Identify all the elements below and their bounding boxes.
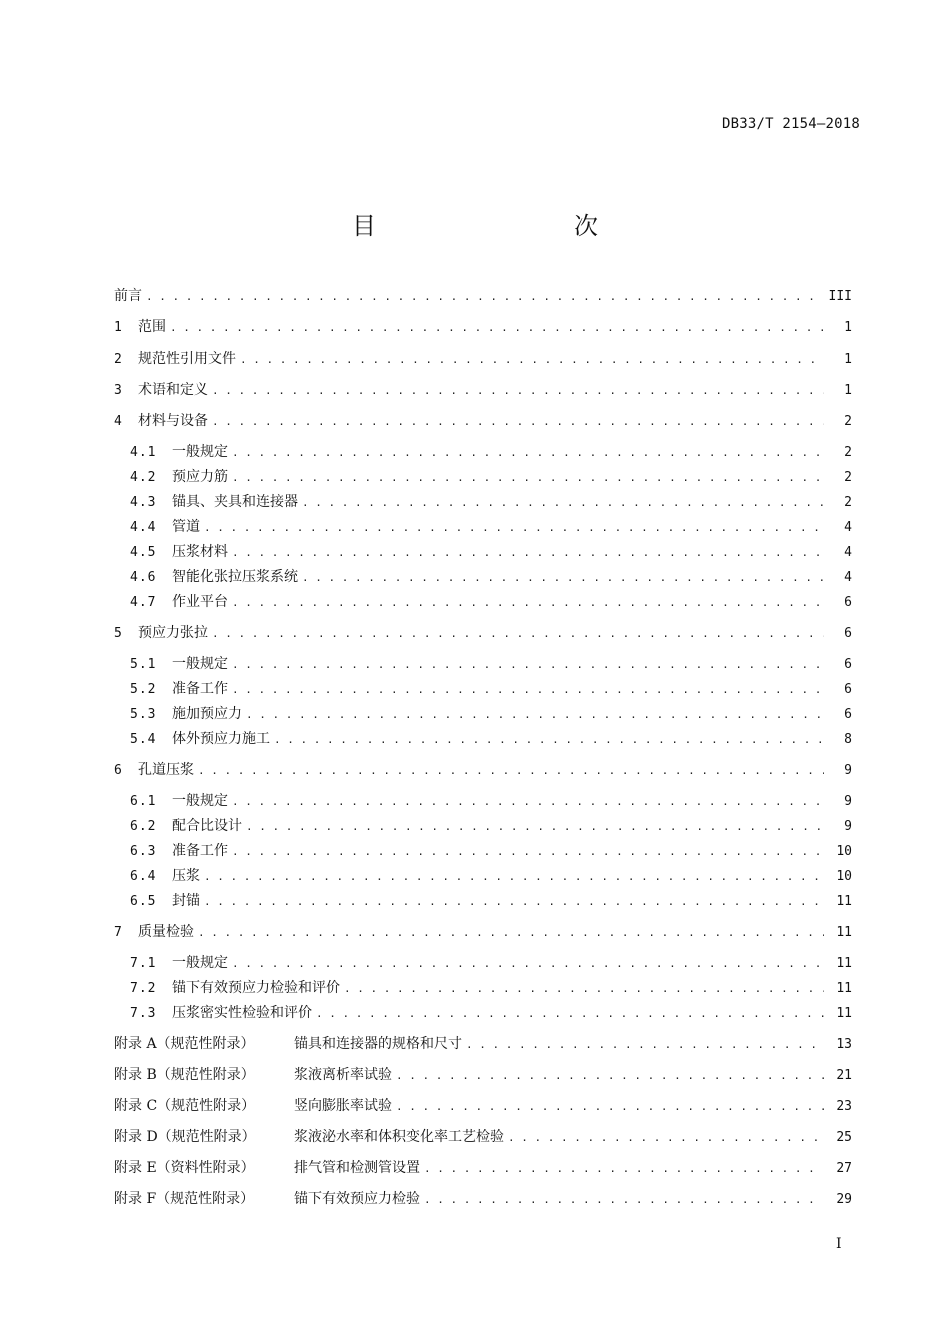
toc-entry-page: 4 <box>844 570 852 585</box>
toc-entry-number: 1 <box>114 320 123 335</box>
toc-entry-label: 准备工作 <box>172 843 228 859</box>
toc-entry[interactable] <box>114 317 852 338</box>
toc-entry-number: 6.1 <box>130 794 157 809</box>
toc-entry[interactable] <box>114 1096 852 1117</box>
dot-leader <box>198 923 824 943</box>
toc-entry[interactable] <box>114 654 852 675</box>
toc-entry-label: 锚具、夹具和连接器 <box>172 494 298 510</box>
dot-leader <box>424 1159 824 1179</box>
toc-entry-label: 竖向膨胀率试验 <box>294 1098 392 1114</box>
toc-entry-number: 6 <box>114 763 123 778</box>
toc-entry-page: 6 <box>844 626 852 641</box>
toc-entry-label: 规范性引用文件 <box>138 351 236 367</box>
dot-leader <box>246 817 824 837</box>
dot-leader <box>302 493 824 513</box>
toc-entry[interactable] <box>114 922 852 943</box>
toc-entry-number: 3 <box>114 383 123 398</box>
toc-entry-number: 7 <box>114 925 123 940</box>
toc-entry[interactable] <box>114 760 852 781</box>
toc-entry-page: 2 <box>844 470 852 485</box>
toc-entry-page: 23 <box>836 1099 852 1114</box>
toc-entry-page: 9 <box>844 819 852 834</box>
toc-entry[interactable] <box>114 729 852 750</box>
toc-entry-label: 术语和定义 <box>138 382 208 398</box>
toc-entry-label: 作业平台 <box>172 594 228 610</box>
toc-entry-label: 体外预应力施工 <box>172 731 270 747</box>
toc-entry-label: 孔道压浆 <box>138 762 194 778</box>
toc-entry-number: 4.6 <box>130 570 157 585</box>
toc-entry-label: 预应力筋 <box>172 469 228 485</box>
toc-entry-page: 11 <box>836 894 852 909</box>
toc-entry[interactable] <box>114 542 852 563</box>
toc-entry-number: 附录 F（规范性附录） <box>114 1191 255 1207</box>
toc-entry-page: 9 <box>844 794 852 809</box>
toc-entry[interactable] <box>114 1127 852 1148</box>
toc-entry[interactable] <box>114 411 852 432</box>
toc-entry[interactable] <box>114 1189 852 1210</box>
toc-entry-number: 6.4 <box>130 869 157 884</box>
toc-entry-number: 5 <box>114 626 123 641</box>
toc-entry-label: 浆液离析率试验 <box>294 1067 392 1083</box>
dot-leader <box>170 318 824 338</box>
toc-entry[interactable] <box>114 866 852 887</box>
toc-entry-page: 8 <box>844 732 852 747</box>
toc-entry-page: 1 <box>844 352 852 367</box>
toc-entry-label: 压浆 <box>172 868 200 884</box>
toc-entry-number: 4.3 <box>130 495 157 510</box>
toc-entry[interactable] <box>114 286 852 307</box>
toc-entry-label: 质量检验 <box>138 924 194 940</box>
toc-entry-page: 2 <box>844 445 852 460</box>
toc-entry-page: 29 <box>836 1192 852 1207</box>
dot-leader <box>466 1035 824 1055</box>
toc-entry-label: 一般规定 <box>172 656 228 672</box>
dot-leader <box>232 680 824 700</box>
toc-entry[interactable] <box>114 517 852 538</box>
toc-entry-page: 2 <box>844 414 852 429</box>
toc-entry[interactable] <box>114 1065 852 1086</box>
toc-entry[interactable] <box>114 567 852 588</box>
toc-entry-label: 锚下有效预应力检验 <box>294 1191 420 1207</box>
toc-entry-number: 6.3 <box>130 844 157 859</box>
toc-entry[interactable] <box>114 791 852 812</box>
toc-entry-page: 6 <box>844 682 852 697</box>
dot-leader <box>146 287 823 307</box>
toc-entry-label: 预应力张拉 <box>138 625 208 641</box>
toc-entry-page: 6 <box>844 707 852 722</box>
toc-title: 目 次 <box>352 212 648 240</box>
toc-entry-label: 压浆密实性检验和评价 <box>172 1005 312 1021</box>
toc-entry-label: 施加预应力 <box>172 706 242 722</box>
dot-leader <box>240 350 824 370</box>
toc-entry[interactable] <box>114 349 852 370</box>
toc-entry-number: 附录 E（资料性附录） <box>114 1160 255 1176</box>
toc-entry-page: 1 <box>844 320 852 335</box>
toc-entry-page: 11 <box>836 925 852 940</box>
toc-entry-number: 4.1 <box>130 445 157 460</box>
toc-entry-number: 4 <box>114 414 123 429</box>
toc-entry-number: 附录 A（规范性附录） <box>114 1036 255 1052</box>
toc-entry-page: 9 <box>844 763 852 778</box>
toc-entry-label: 压浆材料 <box>172 544 228 560</box>
toc-entry[interactable] <box>114 891 852 912</box>
toc-entry-number: 2 <box>114 352 123 367</box>
dot-leader <box>274 730 824 750</box>
dot-leader <box>302 568 824 588</box>
dot-leader <box>204 892 824 912</box>
toc-entry[interactable] <box>114 953 852 974</box>
toc-entry[interactable] <box>114 679 852 700</box>
toc-entry-number: 5.4 <box>130 732 157 747</box>
toc-entry-page: 11 <box>836 1006 852 1021</box>
dot-leader <box>232 443 824 463</box>
toc-entry[interactable] <box>114 841 852 862</box>
dot-leader <box>396 1066 824 1086</box>
toc-entry-page: 4 <box>844 545 852 560</box>
dot-leader <box>232 655 824 675</box>
toc-entry[interactable] <box>114 467 852 488</box>
toc-entry-number: 5.3 <box>130 707 157 722</box>
dot-leader <box>232 842 824 862</box>
toc-entry-number: 4.5 <box>130 545 157 560</box>
toc-entry[interactable] <box>114 380 852 401</box>
toc-entry-number: 附录 C（规范性附录） <box>114 1098 256 1114</box>
dot-leader <box>212 412 824 432</box>
toc-entry-number: 4.2 <box>130 470 157 485</box>
toc-entry-number: 6.5 <box>130 894 157 909</box>
toc-entry-number: 7.2 <box>130 981 157 996</box>
toc-entry-label: 准备工作 <box>172 681 228 697</box>
toc-entry-number: 4.7 <box>130 595 157 610</box>
toc-entry[interactable] <box>114 623 852 644</box>
toc-entry[interactable] <box>114 1034 852 1055</box>
page-number: I <box>836 1236 842 1252</box>
toc-entry-page: 13 <box>836 1037 852 1052</box>
toc-entry-number: 附录 D（规范性附录） <box>114 1129 256 1145</box>
toc-entry-label: 配合比设计 <box>172 818 242 834</box>
dot-leader <box>344 979 824 999</box>
toc-entry-label: 材料与设备 <box>138 413 208 429</box>
toc-entry-number: 7.1 <box>130 956 157 971</box>
toc-entry-label: 智能化张拉压浆系统 <box>172 569 298 585</box>
dot-leader <box>396 1097 824 1117</box>
dot-leader <box>508 1128 824 1148</box>
dot-leader <box>204 518 824 538</box>
toc-entry[interactable] <box>114 442 852 463</box>
toc-entry-page: 2 <box>844 495 852 510</box>
toc-entry-label: 一般规定 <box>172 444 228 460</box>
toc-entry-label: 锚具和连接器的规格和尺寸 <box>294 1036 462 1052</box>
toc-entry[interactable] <box>114 1003 852 1024</box>
dot-leader <box>232 792 824 812</box>
dot-leader <box>232 593 824 613</box>
toc-entry-page: 1 <box>844 383 852 398</box>
toc-entry-page: 27 <box>836 1161 852 1176</box>
document-code: DB33/T 2154—2018 <box>721 116 860 132</box>
toc-entry-page: 6 <box>844 595 852 610</box>
dot-leader <box>198 761 824 781</box>
toc-entry[interactable] <box>114 978 852 999</box>
toc-entry[interactable] <box>114 816 852 837</box>
dot-leader <box>212 381 824 401</box>
toc-entry-label: 范围 <box>138 319 166 335</box>
toc-entry-page: 10 <box>836 869 852 884</box>
dot-leader <box>232 468 824 488</box>
toc-entry-page: 4 <box>844 520 852 535</box>
toc-entry-number: 4.4 <box>130 520 157 535</box>
toc-entry-label: 一般规定 <box>172 955 228 971</box>
dot-leader <box>316 1004 824 1024</box>
toc-entry-label: 排气管和检测管设置 <box>294 1160 420 1176</box>
toc-entry[interactable] <box>114 592 852 613</box>
toc-entry-page: 25 <box>836 1130 852 1145</box>
toc-entry-number: 5.2 <box>130 682 157 697</box>
dot-leader <box>212 624 824 644</box>
toc-entry-label: 封锚 <box>172 893 200 909</box>
dot-leader <box>232 543 824 563</box>
toc-entry-page: 11 <box>836 981 852 996</box>
dot-leader <box>204 867 824 887</box>
toc-entry-number: 7.3 <box>130 1006 157 1021</box>
toc-entry-label: 锚下有效预应力检验和评价 <box>172 980 340 996</box>
toc-entry-page: 21 <box>836 1068 852 1083</box>
toc-entry-number: 5.1 <box>130 657 157 672</box>
toc-entry-page: III <box>828 289 852 304</box>
toc-entry-number: 6.2 <box>130 819 157 834</box>
dot-leader <box>246 705 824 725</box>
toc-entry-label: 管道 <box>172 519 200 535</box>
dot-leader <box>424 1190 824 1210</box>
toc-entry-page: 6 <box>844 657 852 672</box>
toc-entry-label: 前言 <box>114 288 142 304</box>
toc-entry-label: 浆液泌水率和体积变化率工艺检验 <box>294 1129 504 1145</box>
toc-entry[interactable] <box>114 704 852 725</box>
toc-entry-page: 10 <box>836 844 852 859</box>
toc-entry-label: 一般规定 <box>172 793 228 809</box>
toc-entry[interactable] <box>114 1158 852 1179</box>
toc-entry[interactable] <box>114 492 852 513</box>
dot-leader <box>232 954 824 974</box>
toc-entry-number: 附录 B（规范性附录） <box>114 1067 255 1083</box>
toc-entry-page: 11 <box>836 956 852 971</box>
